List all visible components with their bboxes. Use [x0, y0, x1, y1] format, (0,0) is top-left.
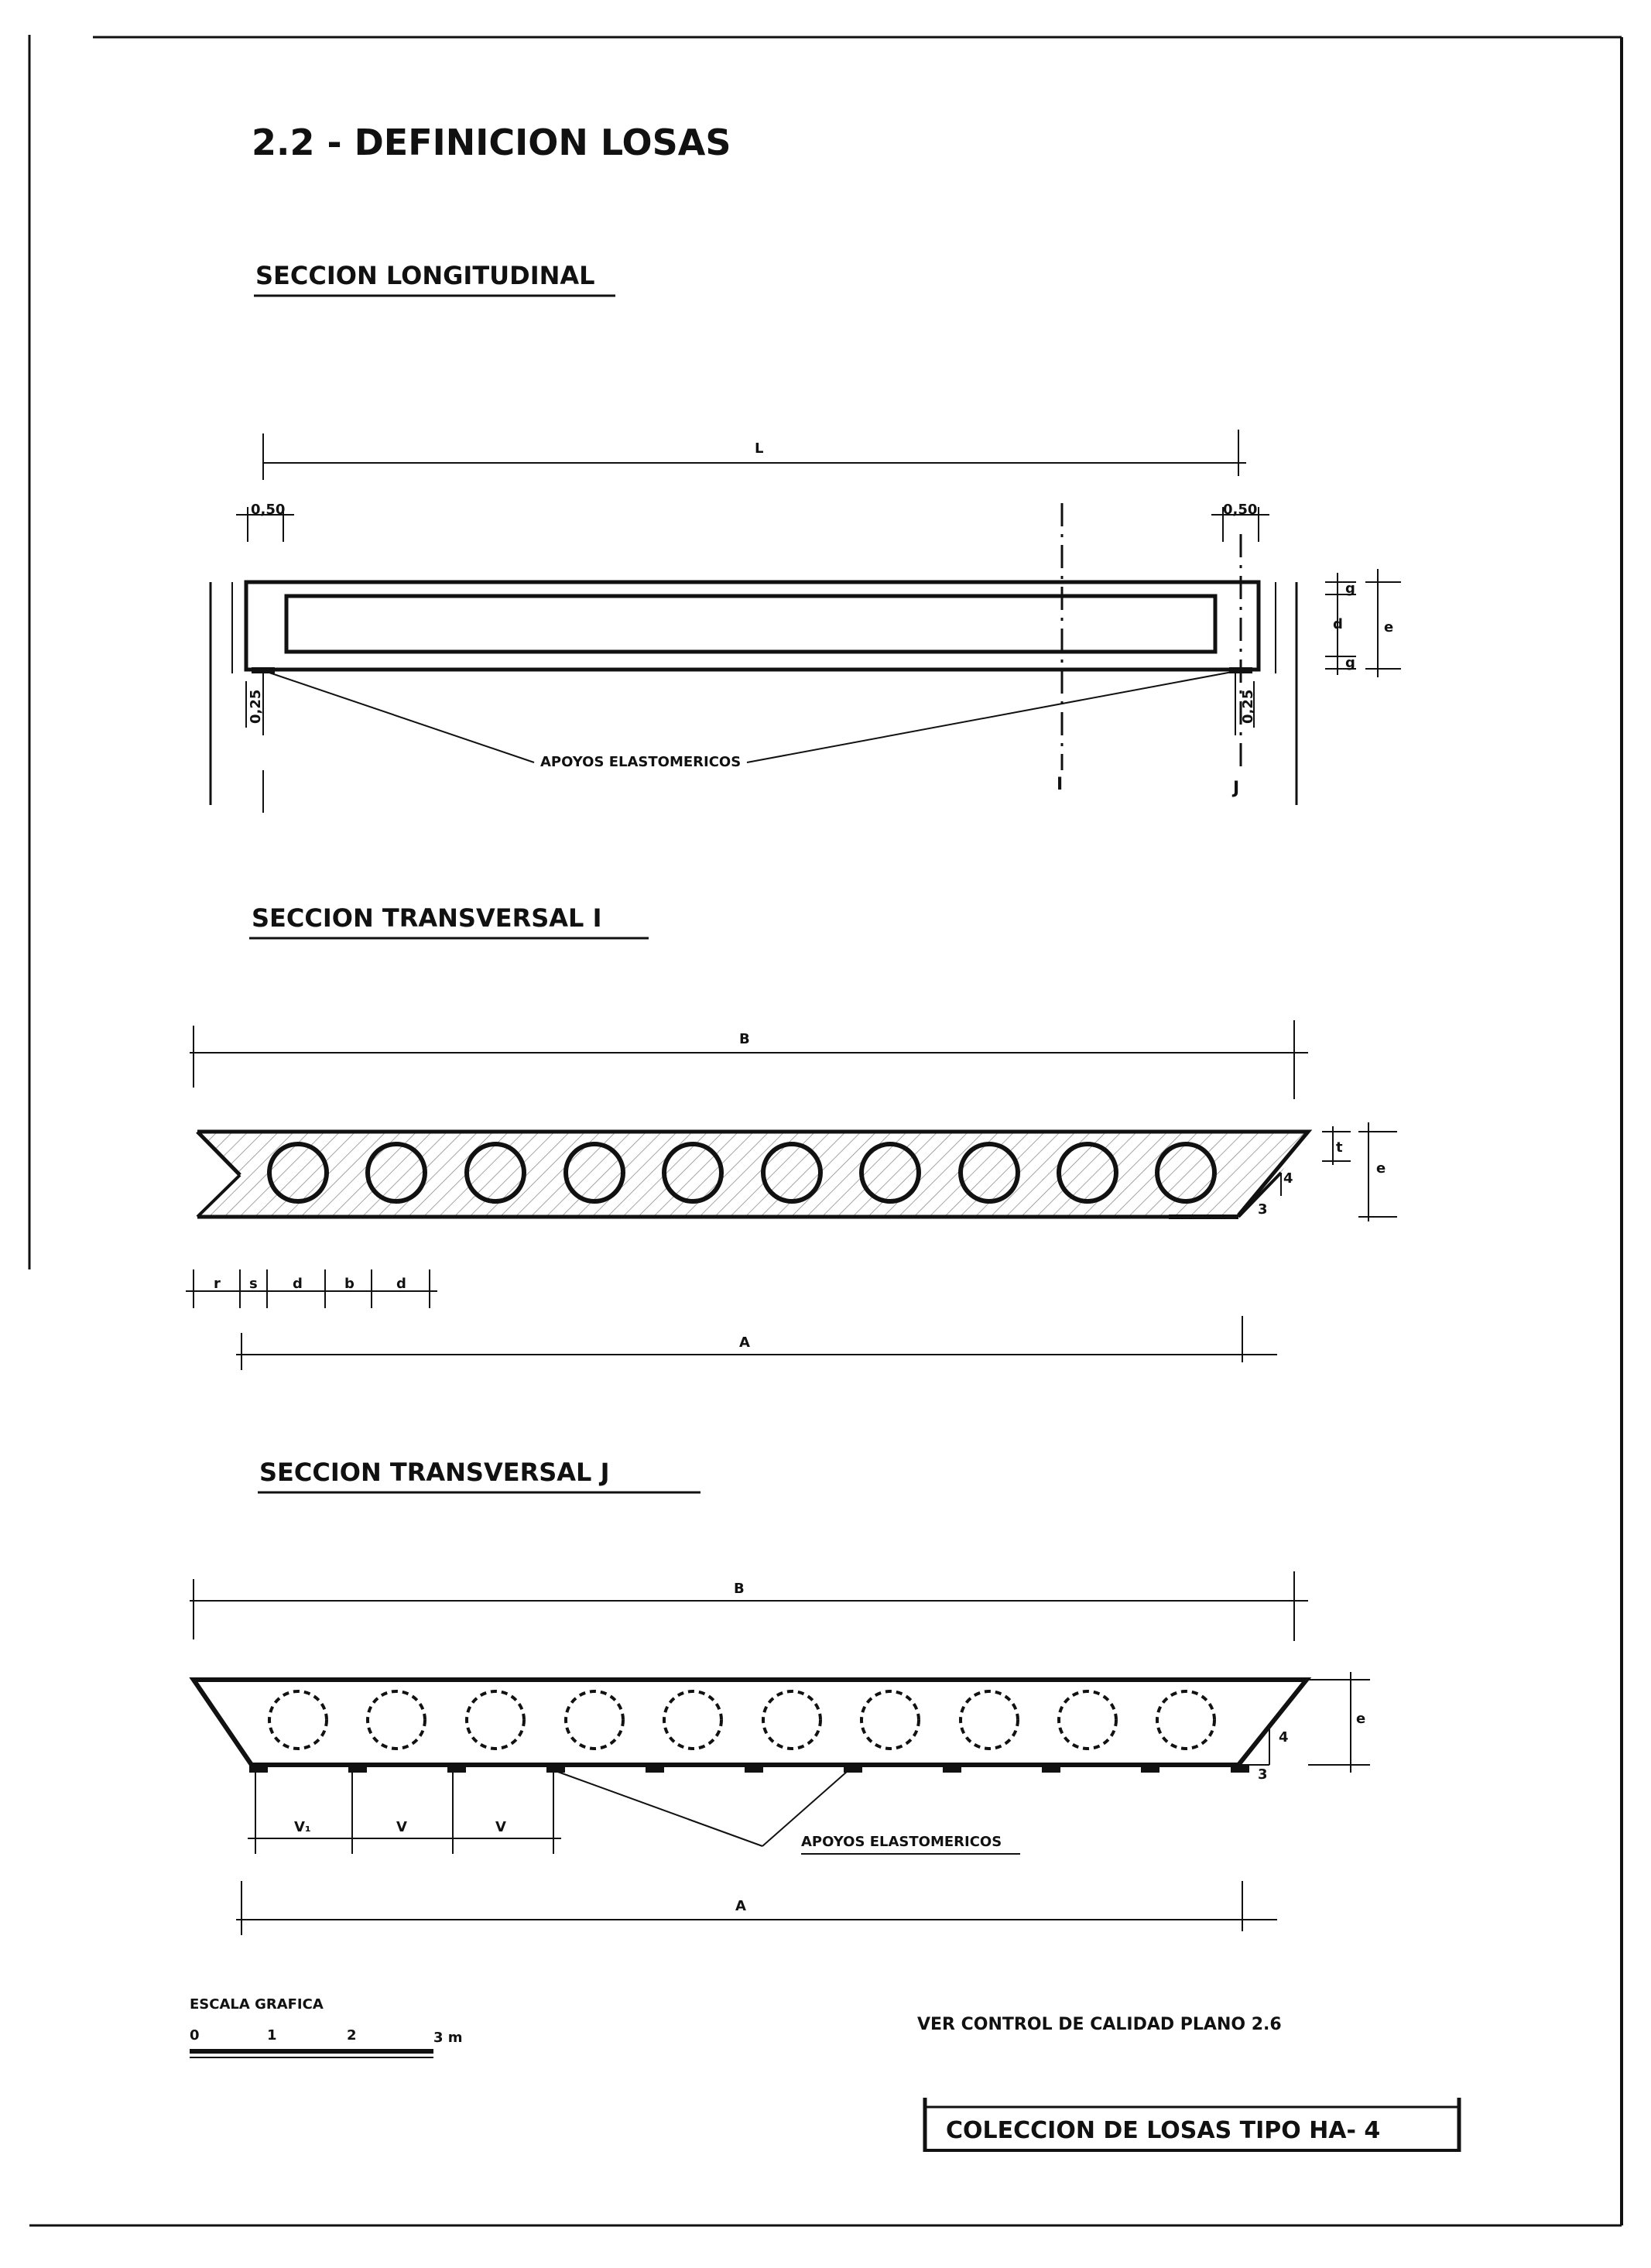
dim-t-i: t — [1336, 1139, 1343, 1156]
slope-h-j: 3 — [1258, 1766, 1268, 1783]
longitudinal-section — [211, 430, 1401, 813]
bearing-pad — [249, 1765, 268, 1773]
heading-transversal-j: SECCION TRANSVERSAL J — [259, 1458, 610, 1487]
dim-label-a-j: A — [735, 1898, 746, 1914]
bearings-label-longitudinal: APOYOS ELASTOMERICOS — [540, 754, 742, 770]
transversal-section-i — [186, 1020, 1397, 1370]
dim-d-second: d — [396, 1276, 406, 1292]
dim-right-bearing: 0,25 — [1240, 689, 1256, 724]
bearing-pad — [943, 1765, 961, 1773]
bearing-left — [252, 667, 275, 673]
spacing-v-a: V — [396, 1819, 407, 1835]
bearings-label-transversal: APOYOS ELASTOMERICOS — [801, 1834, 1002, 1850]
slab-void — [286, 596, 1215, 652]
dim-e-longitudinal: e — [1384, 619, 1394, 636]
void-circle — [861, 1691, 919, 1749]
slope-v-i: 4 — [1283, 1170, 1293, 1187]
dim-r: r — [214, 1276, 221, 1292]
page-title: 2.2 - DEFINICION LOSAS — [252, 122, 731, 163]
dim-d-first: d — [293, 1276, 303, 1292]
void-circle — [1059, 1691, 1116, 1749]
scale-tick-0: 0 — [190, 2027, 200, 2044]
dim-e-i: e — [1376, 1160, 1386, 1177]
void-circle — [368, 1691, 425, 1749]
transversal-section-j — [190, 1571, 1370, 1935]
dim-s: s — [249, 1276, 258, 1292]
voids-j — [269, 1691, 1214, 1749]
cut-label-j: J — [1233, 779, 1240, 798]
bearing-pad — [348, 1765, 367, 1773]
void-circle — [664, 1691, 721, 1749]
slope-h-i: 3 — [1258, 1201, 1268, 1218]
dim-b-small: b — [344, 1276, 355, 1292]
collection-label: COLECCION DE LOSAS TIPO HA- 4 — [946, 2117, 1381, 2144]
dim-g-top: g — [1345, 581, 1355, 597]
spacing-dims-j — [248, 1773, 561, 1854]
spacing-v-b: V — [495, 1819, 506, 1835]
title-block — [925, 2098, 1459, 2152]
void-circle — [269, 1691, 327, 1749]
bearing-pad — [646, 1765, 664, 1773]
leader-left — [267, 672, 534, 762]
dim-g-bottom: g — [1345, 655, 1355, 671]
void-circle — [1157, 1691, 1214, 1749]
dim-left-offset: 0,50 — [251, 502, 286, 518]
slope-v-j: 4 — [1279, 1729, 1289, 1746]
dim-label-a-i: A — [739, 1334, 750, 1351]
scale-tick-3: 3 m — [433, 2030, 463, 2046]
dim-right-offset: 0,50 — [1223, 502, 1258, 518]
scale-tick-2: 2 — [347, 2027, 357, 2044]
dim-left-bearing: 0,25 — [248, 689, 264, 724]
void-circle — [467, 1691, 524, 1749]
dim-label-b-j: B — [734, 1581, 745, 1597]
bearing-pad — [1231, 1765, 1249, 1773]
heading-transversal-i: SECCION TRANSVERSAL I — [252, 903, 602, 933]
dim-label-b-i: B — [739, 1031, 750, 1047]
cut-label-i: I — [1057, 775, 1064, 794]
dim-label-l: L — [755, 440, 764, 457]
leader-right — [747, 672, 1232, 762]
bottom-dims-i — [186, 1269, 437, 1308]
bearing-pad — [1042, 1765, 1060, 1773]
dim-d-longitudinal: d — [1333, 616, 1343, 632]
void-circle — [961, 1691, 1018, 1749]
leader-bearing-a — [556, 1771, 762, 1846]
void-circle — [763, 1691, 820, 1749]
void-circle — [566, 1691, 623, 1749]
bearing-pad — [1141, 1765, 1159, 1773]
graphic-scale — [190, 1996, 463, 2057]
slab-outline-j — [194, 1680, 1307, 1765]
scale-tick-1: 1 — [267, 2027, 277, 2044]
spacing-v1: V₁ — [294, 1819, 311, 1835]
dim-e-j: e — [1356, 1711, 1366, 1727]
quality-note: VER CONTROL DE CALIDAD PLANO 2.6 — [917, 2015, 1282, 2034]
bearing-pad — [447, 1765, 466, 1773]
heading-longitudinal: SECCION LONGITUDINAL — [255, 261, 595, 290]
bearing-pad — [745, 1765, 763, 1773]
scale-label: ESCALA GRAFICA — [190, 1996, 324, 2013]
